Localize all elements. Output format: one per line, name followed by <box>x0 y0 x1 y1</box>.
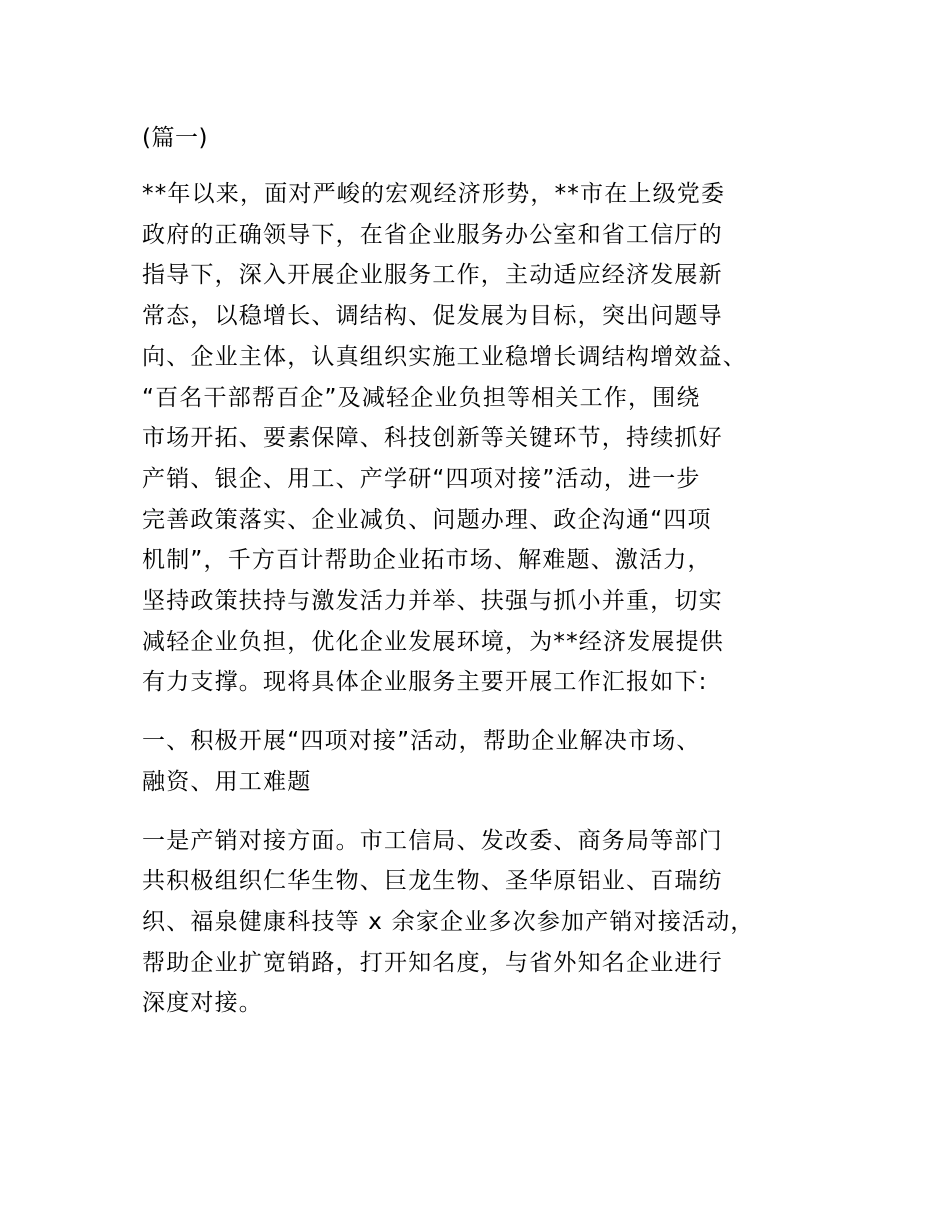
intro-paragraph <box>142 174 802 703</box>
item-line: 一是产销对接方面。市工信局、发改委、商务局等部门 <box>142 827 723 854</box>
intro-line: 机制”，千方百计帮助企业拓市场、解难题、激活力， <box>142 547 712 574</box>
intro-line: 完善政策落实、企业减负、问题办理、政企沟通“四项 <box>142 506 712 533</box>
document-page <box>142 120 802 1024</box>
intro-line: 市场开拓、要素保障、科技创新等关键环节，持续抓好 <box>142 425 723 452</box>
section-heading-line: 融资、用工难题 <box>142 768 312 795</box>
intro-line: **年以来，面对严峻的宏观经济形势，**市在上级党委 <box>142 181 726 207</box>
intro-line: 向、企业主体，认真组织实施工业稳增长调结构增效益、 <box>142 343 747 370</box>
part-label: (篇一) <box>142 125 208 151</box>
intro-line: 政府的正确领导下，在省企业服务办公室和省工信厅的 <box>142 221 723 248</box>
intro-line: 指导下，深入开展企业服务工作，主动适应经济发展新 <box>142 262 723 289</box>
intro-line: 常态，以稳增长、调结构、促发展为目标，突出问题导 <box>142 303 723 330</box>
intro-line: 减轻企业负担，优化企业发展环境，为**经济发展提供 <box>142 628 724 655</box>
intro-line: 有力支撑。现将具体企业服务主要开展工作汇报如下: <box>142 669 708 696</box>
item-line: 共积极组织仁华生物、巨龙生物、圣华原铝业、百瑞纺 <box>142 868 723 895</box>
intro-line: 产销、银企、用工、产学研“四项对接”活动，进一步 <box>142 465 701 492</box>
intro-line: 坚持政策扶持与激发活力并举、扶强与抓小并重，切实 <box>142 588 723 615</box>
item-paragraph <box>142 821 802 1025</box>
item-line: 深度对接。 <box>142 990 263 1017</box>
item-line: 织、福泉健康科技等 x 余家企业多次参加产销对接活动， <box>142 908 755 935</box>
item-line: 帮助企业扩宽销路，打开知名度，与省外知名企业进行 <box>142 949 723 976</box>
section-heading-line: 一、积极开展“四项对接”活动，帮助企业解决市场、 <box>142 728 701 755</box>
section-heading <box>142 721 802 802</box>
intro-line: “百名干部帮百企”及减轻企业负担等相关工作，围绕 <box>142 384 701 411</box>
